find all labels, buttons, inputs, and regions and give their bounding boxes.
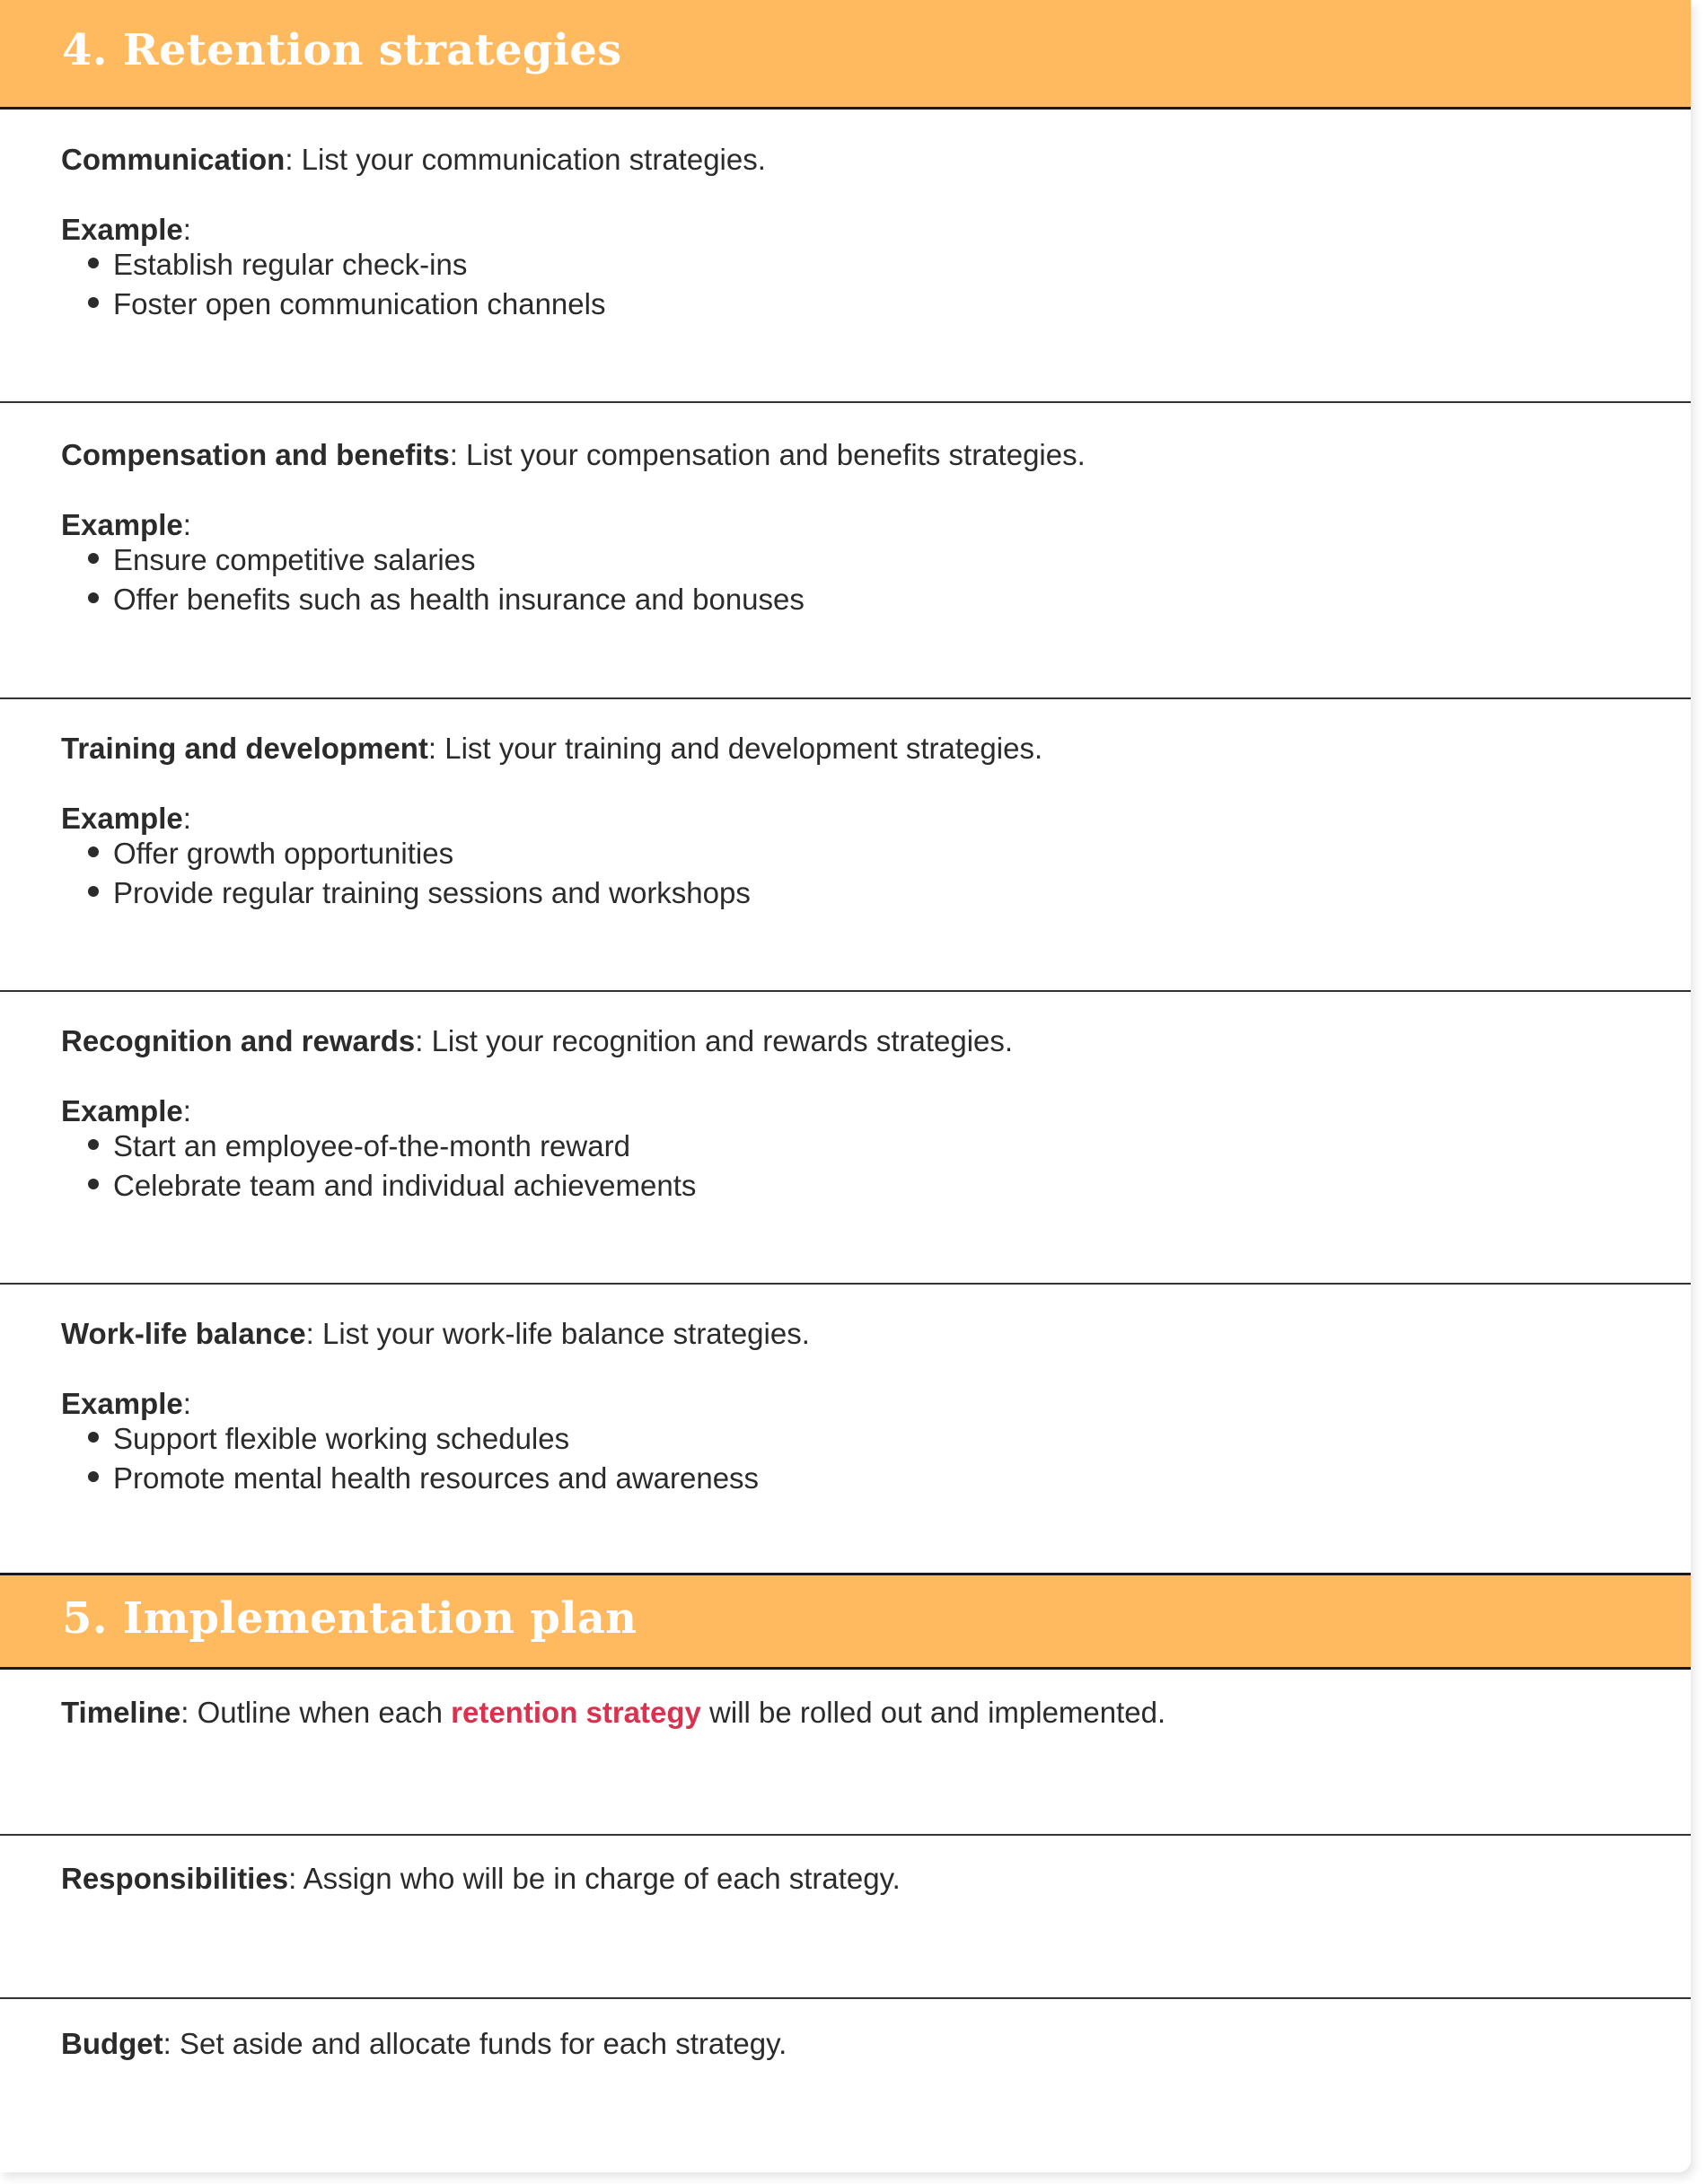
strategy-heading: Compensation and benefits [61,438,450,471]
strategy-row-communication [0,110,1691,403]
section-4-header [0,0,1691,110]
strategy-row-work-life [0,1285,1691,1573]
list-item-text: Offer growth opportunities [113,837,454,870]
strategy-description: : List your work-life balance strategies. [305,1317,810,1350]
plan-heading-line [61,1695,1165,1731]
example-label-line [61,212,191,248]
section-5-title: 5. Implementation plan [62,1593,638,1644]
strategy-heading-line [61,1316,810,1352]
example-label: Example [61,1387,183,1420]
strategy-heading: Communication [61,143,286,176]
plan-heading: Timeline [61,1696,181,1729]
strategy-heading: Work-life balance [61,1317,306,1350]
plan-heading: Responsibilities [61,1862,289,1895]
list-item [88,1168,696,1204]
bullet-icon [88,1179,99,1189]
bullet-icon [88,1471,99,1482]
example-label: Example [61,213,183,246]
list-item-text: Celebrate team and individual achievements [113,1169,697,1202]
section-5-header [0,1573,1691,1670]
plan-description: : Assign who will be in charge of each strategy. [288,1862,901,1895]
bullet-icon [88,1432,99,1443]
plan-description: : Set aside and allocate funds for each strategy. [163,2027,787,2060]
bullet-icon [88,553,99,564]
list-item-text: Establish regular check-ins [113,248,468,281]
strategy-heading-line [61,142,766,178]
example-colon: : [182,802,191,835]
plan-row-timeline [0,1670,1691,1836]
list-item [88,1421,569,1457]
strategy-row-compensation [0,403,1691,699]
plan-heading: Budget [61,2027,163,2060]
strategy-description: : List your recognition and rewards strategies. [415,1024,1014,1057]
bullet-icon [88,592,99,603]
example-colon: : [182,508,191,541]
strategy-heading-line [61,1023,1013,1059]
section-4-title: 4. Retention strategies [62,25,622,75]
plan-description-end: will be rolled out and implemented. [700,1696,1166,1729]
list-item [88,582,805,618]
strategy-heading: Recognition and rewards [61,1024,416,1057]
bullet-icon [88,846,99,857]
list-item-text: Provide regular training sessions and workshops [113,876,751,909]
list-item [88,875,751,911]
list-item [88,542,476,578]
strategy-description: : List your communication strategies. [285,143,766,176]
example-label-line [61,1386,191,1422]
list-item-text: Foster open communication channels [113,287,606,320]
strategy-row-training [0,699,1691,992]
strategy-description: : List your compensation and benefits strategies. [449,438,1086,471]
list-item-text: Support flexible working schedules [113,1422,570,1455]
example-label: Example [61,508,183,541]
plan-row-responsibilities [0,1836,1691,1999]
example-label-line [61,1093,191,1129]
list-item-text: Start an employee-of-the-month reward [113,1129,630,1162]
strategy-description: : List your training and development strategies. [427,732,1043,765]
plan-row-budget [0,1999,1691,2172]
example-label: Example [61,1094,183,1127]
retention-strategy-link[interactable]: retention strategy [451,1696,701,1729]
list-item [88,247,467,283]
bullet-icon [88,297,99,308]
example-colon: : [182,213,191,246]
list-item [88,1128,630,1164]
example-label-line [61,507,191,543]
strategy-heading-line [61,731,1042,767]
strategy-heading-line [61,437,1086,473]
strategy-row-recognition [0,992,1691,1285]
strategy-heading: Training and development [61,732,428,765]
list-item-text: Offer benefits such as health insurance and bonuses [113,583,805,616]
list-item-text: Promote mental health resources and awareness [113,1461,760,1495]
plan-description: : Outline when each [180,1696,452,1729]
list-item [88,836,453,872]
example-colon: : [182,1094,191,1127]
example-colon: : [182,1387,191,1420]
list-item [88,1460,759,1496]
bullet-icon [88,258,99,268]
plan-heading-line [61,1861,901,1897]
list-item [88,286,605,322]
example-label: Example [61,802,183,835]
list-item-text: Ensure competitive salaries [113,543,476,576]
plan-heading-line [61,2026,787,2062]
example-label-line [61,801,191,837]
bullet-icon [88,1139,99,1150]
bullet-icon [88,886,99,897]
